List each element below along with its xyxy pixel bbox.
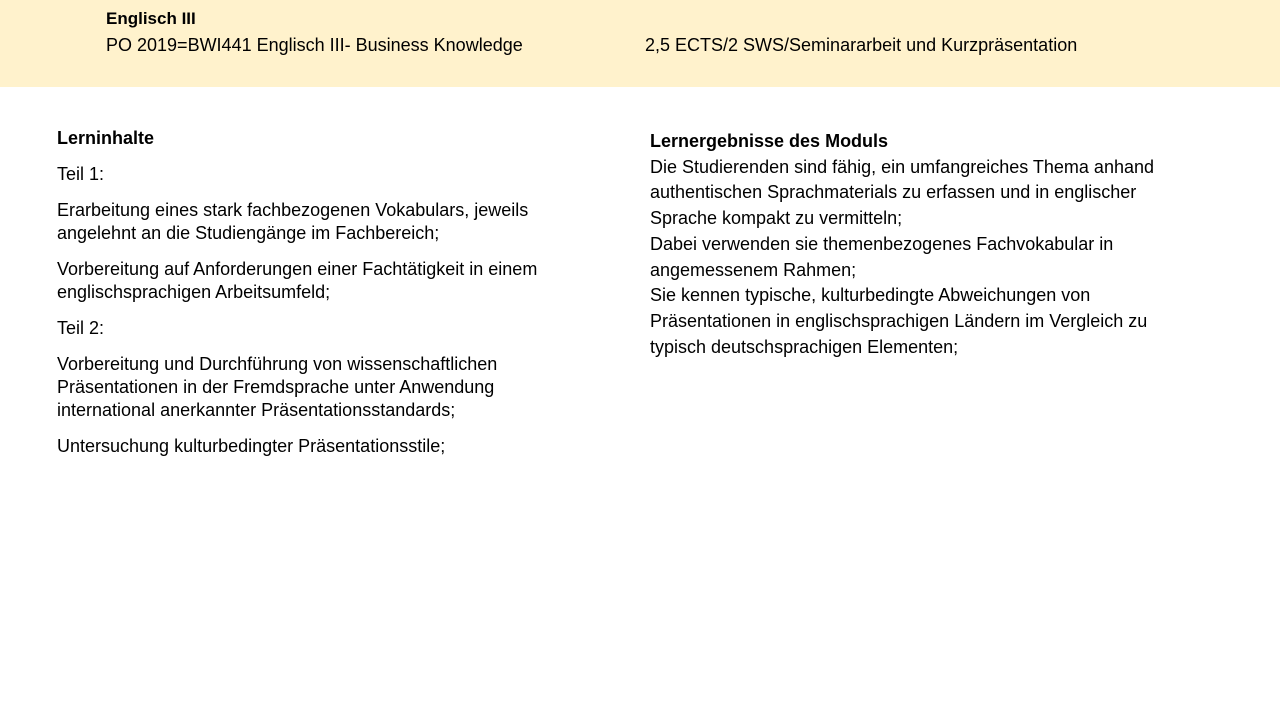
content-item: Vorbereitung und Durchführung von wissenschaftlichen Präsentationen in der Fremdsprache unter Anwendung international anerkannter Präsentationsstandards;	[57, 354, 498, 420]
learning-outcomes-heading: Lernergebnisse des Moduls	[650, 131, 889, 151]
content-item: Untersuchung kulturbedingter Präsentationsstile;	[57, 436, 446, 456]
learning-content-section	[57, 127, 597, 471]
content-item: Erarbeitung eines stark fachbezogenen Vokabulars, jeweils angelehnt an die Studiengänge im Fachbereich;	[57, 200, 529, 243]
module-title: Englisch III	[106, 9, 196, 28]
part-2-label: Teil 2:	[57, 318, 105, 338]
content-item: Vorbereitung auf Anforderungen einer Fachtätigkeit in einem englischsprachigen Arbeitsumfeld;	[57, 259, 538, 302]
learning-outcomes-section	[650, 129, 1170, 360]
header-banner	[0, 0, 1280, 87]
outcome-item: Sie kennen typische, kulturbedingte Abweichungen von Präsentationen in englischsprachigen Ländern im Vergleich zu typisch deutschsprachigen Elementen;	[650, 285, 1148, 357]
learning-content-heading: Lerninhalte	[57, 128, 155, 148]
outcome-item: Die Studierenden sind fähig, ein umfangreiches Thema anhand authentischen Sprachmaterials zu erfassen und in englischer Sprache kompakt zu vermitteln;	[650, 156, 1154, 229]
module-credits: 2,5 ECTS/2 SWS/Seminararbeit und Kurzpräsentation	[645, 35, 1078, 55]
part-1-label: Teil 1:	[57, 164, 105, 184]
module-code: PO 2019=BWI441 Englisch III- Business Knowledge	[106, 35, 523, 55]
outcome-item: Dabei verwenden sie themenbezogenes Fachvokabular in angemessenem Rahmen;	[650, 233, 1114, 280]
